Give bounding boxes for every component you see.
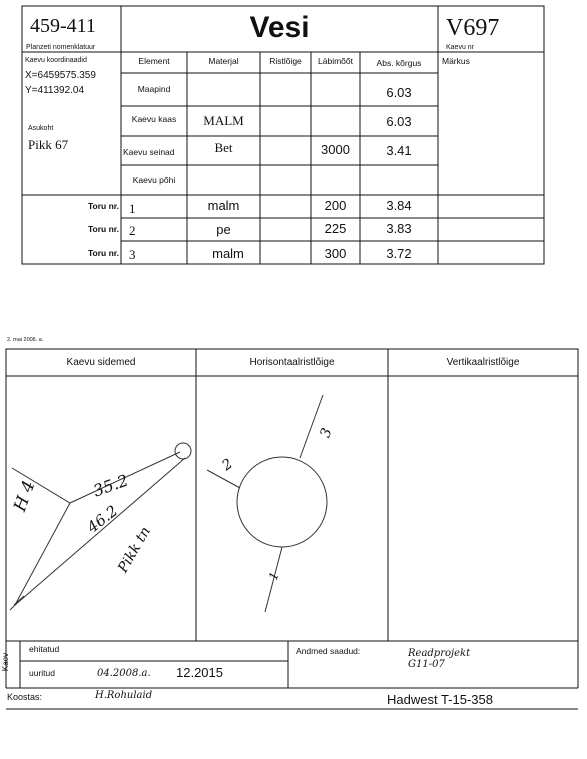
author-label: Koostas: (7, 692, 43, 702)
coords-label: Kaevu koordinaadid (25, 57, 87, 64)
row-abs: 3.41 (386, 143, 412, 158)
location: Pikk 67 (28, 137, 69, 152)
row-abs: 6.03 (386, 85, 412, 100)
row-material: MALM (203, 113, 244, 128)
surveyed-date: 04.2008.a. (97, 668, 151, 679)
source-value: Readprojekt (408, 648, 471, 659)
hand-46-2: 46.2 (83, 501, 122, 537)
nomenclature-label: Planzeti nomenklatuur (26, 44, 96, 51)
hand-pipe-1: 1 (265, 570, 282, 582)
built-label: ehitatud (29, 644, 60, 654)
date-note: 2. mai 2006. a. (7, 337, 44, 343)
pipe-label: Toru nr. (87, 248, 119, 258)
surveyed-label: uuritud (29, 668, 55, 678)
col-cross: Ristlõige (269, 56, 302, 66)
row-abs: 6.03 (386, 114, 412, 129)
pipe-abs: 3.72 (386, 246, 412, 261)
col-diameter: Läbimõõt (318, 56, 353, 66)
pipe-diameter: 300 (324, 246, 347, 261)
kaev-label: Kaev (1, 652, 11, 672)
well-number-label: Kaevu nr (446, 44, 475, 51)
well-number: V697 (446, 15, 500, 41)
row-element: Kaevu põhi (132, 175, 176, 185)
col-element: Element (138, 56, 170, 66)
pipe-no: 2 (129, 223, 136, 238)
coord-x: X=6459575.359 (25, 70, 96, 81)
row-material: Bet (214, 140, 233, 155)
hand-35-2: 35.2 (90, 470, 131, 501)
hand-pipe-2: 2 (219, 455, 236, 475)
pipe-material: pe (216, 222, 231, 237)
pipe-no: 1 (129, 201, 136, 216)
pipe-material: malm (207, 198, 240, 213)
col-well-connections: Kaevu sidemed (66, 357, 136, 368)
hand-pipe-3: 3 (317, 426, 336, 440)
row-element: Kaevu seinad (123, 147, 175, 157)
horizontal-section-sketch (207, 395, 327, 612)
pipe-abs: 3.84 (386, 198, 412, 213)
row-diameter: 3000 (321, 142, 350, 157)
pipe-diameter: 225 (324, 221, 347, 236)
pipe-abs: 3.83 (386, 221, 412, 236)
hand-street: Pikk tn (115, 524, 154, 576)
nomenclature-value: 459-411 (30, 15, 96, 37)
location-label: Asukoht (28, 125, 54, 132)
reference: Hadwest T-15-358 (387, 692, 493, 707)
pipe-label: Toru nr. (87, 224, 119, 234)
col-material: Materjal (208, 56, 239, 66)
coord-y: Y=411392.04 (25, 85, 85, 96)
pipe-diameter: 200 (324, 198, 347, 213)
source-value-2: G11-07 (408, 659, 445, 670)
col-remarks: Märkus (442, 56, 470, 66)
hand-h4: H 4 (10, 478, 40, 515)
title: Vesi (249, 11, 310, 44)
row-element: Kaevu kaas (131, 114, 177, 124)
row-element: Maapind (137, 84, 171, 94)
surveyed-date-2: 12.2015 (176, 665, 223, 680)
pipe-no: 3 (129, 247, 136, 262)
pipe-label: Toru nr. (87, 201, 119, 211)
col-vertical-section: Vertikaalristlõige (446, 357, 520, 368)
col-horizontal-section: Horisontaalristlõige (249, 357, 335, 368)
source-label: Andmed saadud: (296, 646, 361, 656)
col-abs: Abs. kõrgus (376, 58, 422, 68)
pipe-material: malm (212, 246, 244, 261)
author: H.Rohulaid (95, 690, 153, 701)
